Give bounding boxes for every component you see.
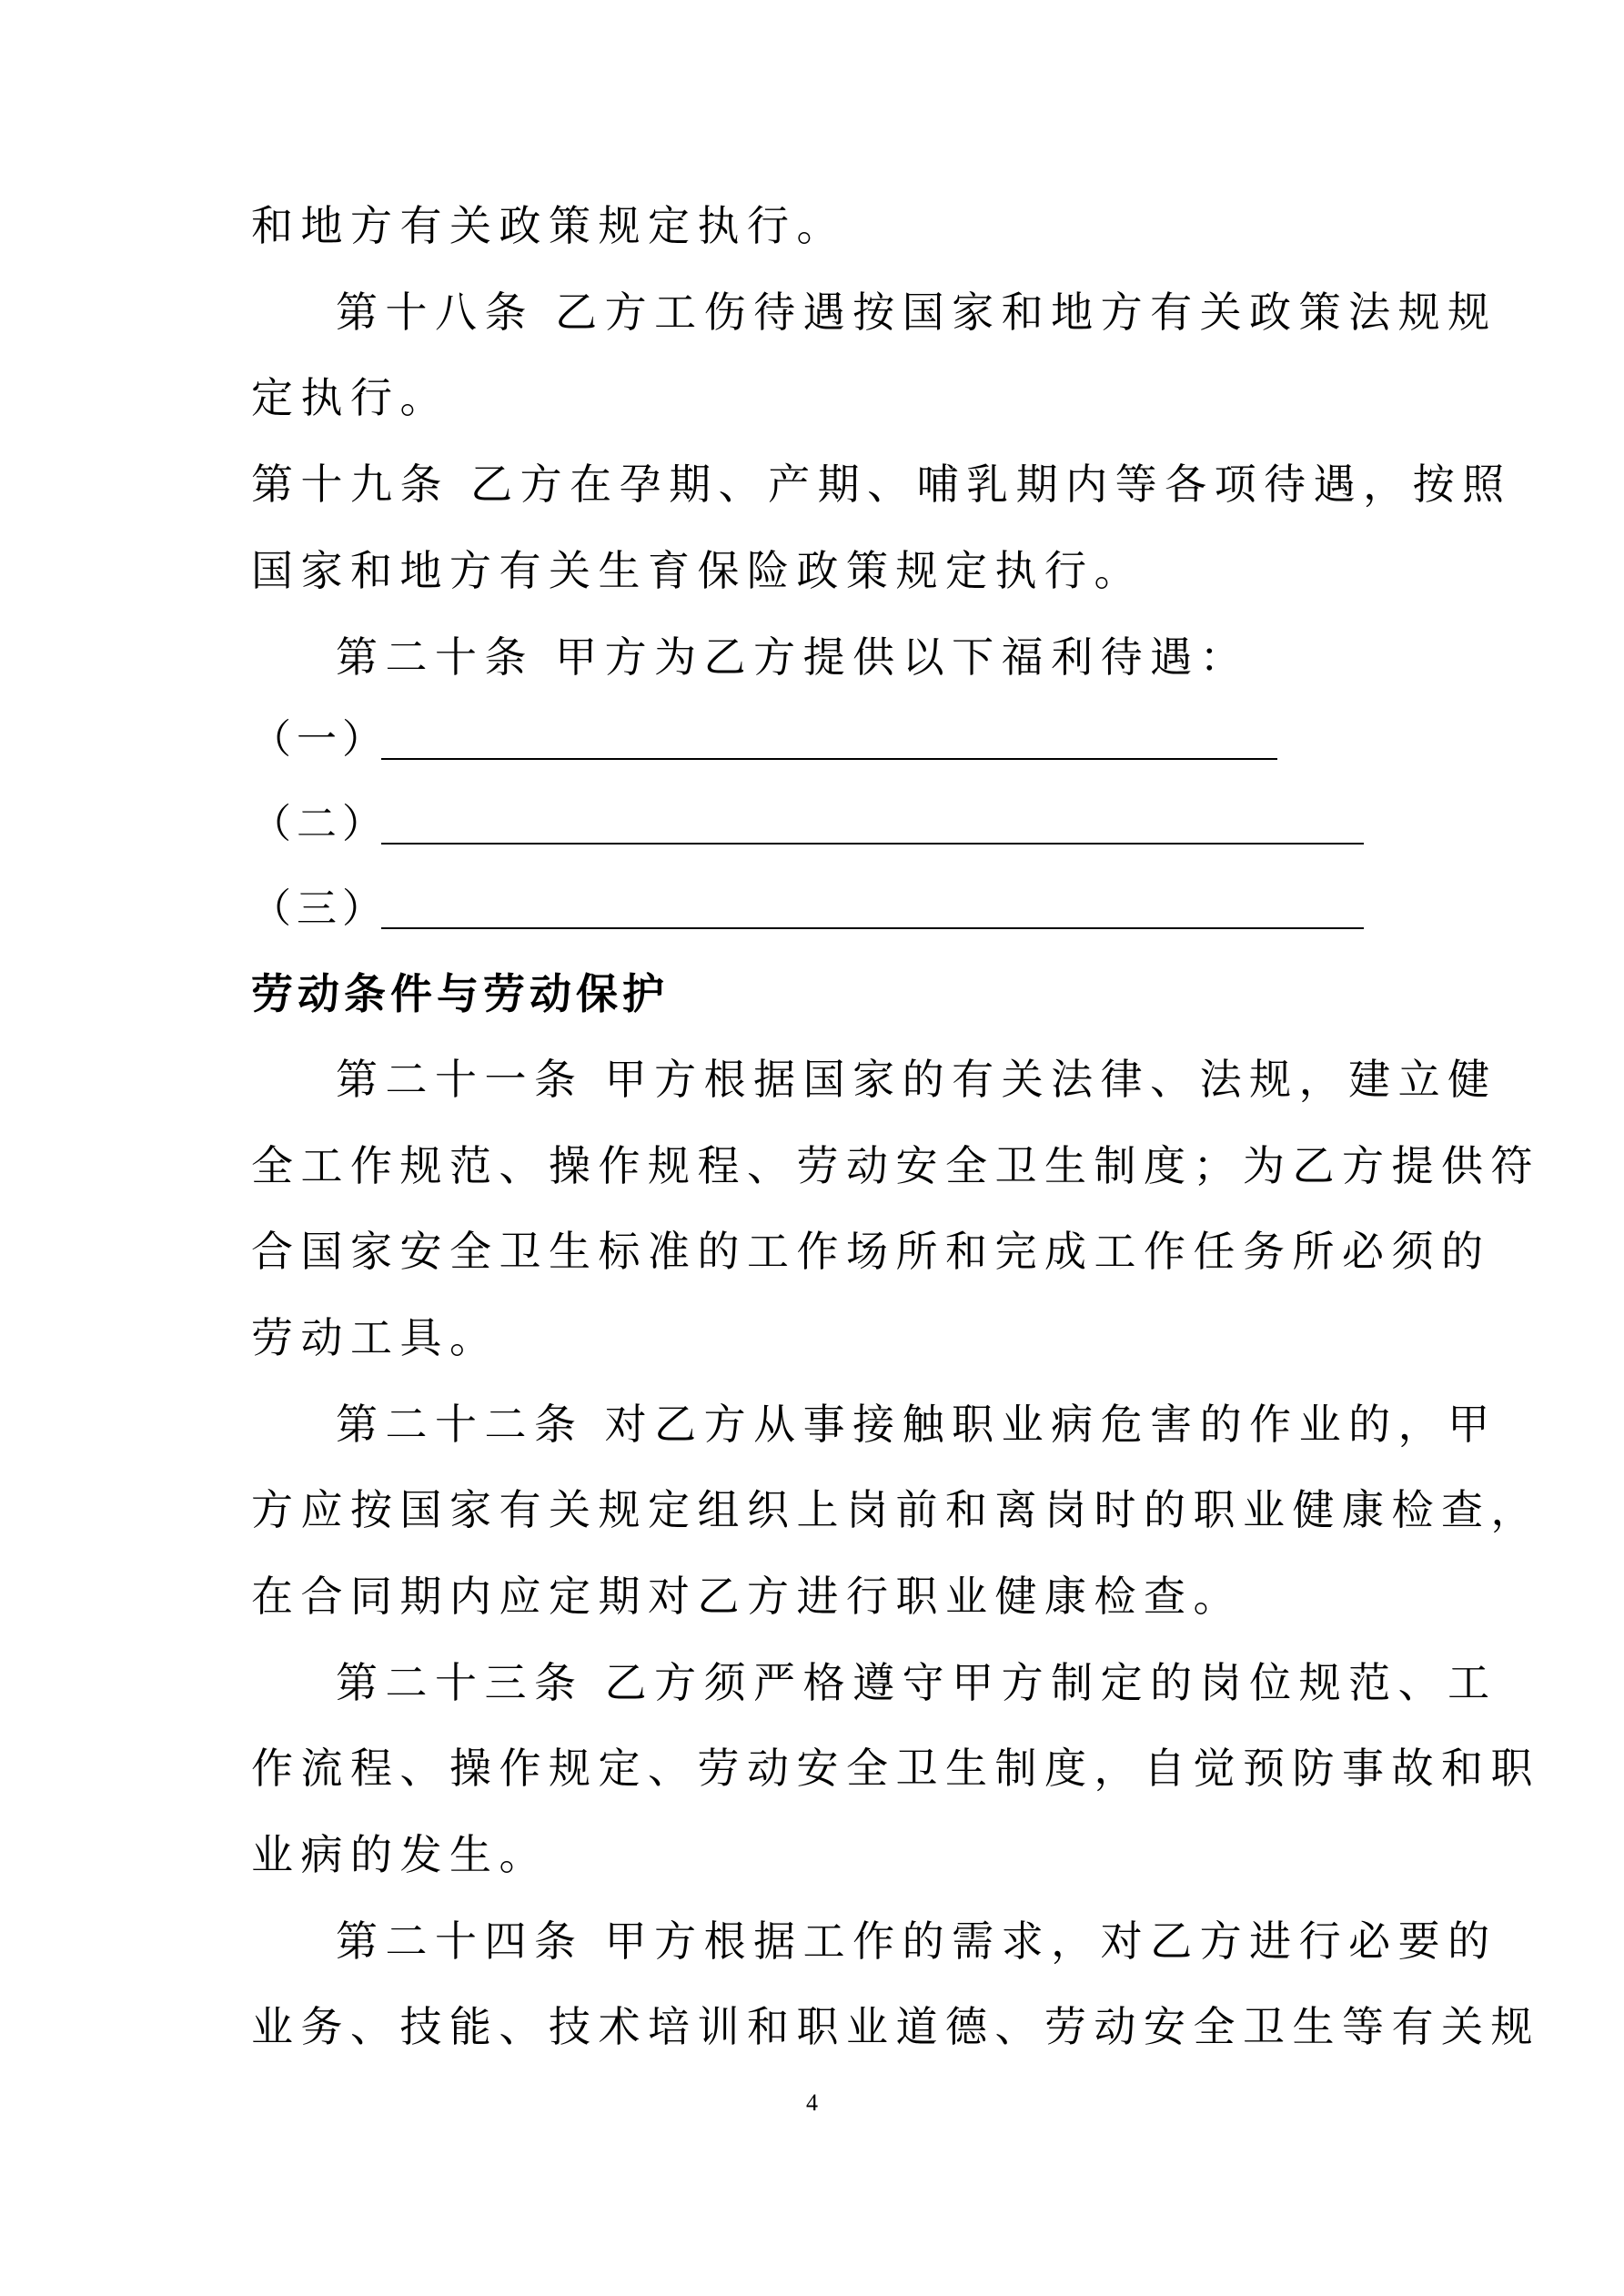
text-line: 劳动工具。 — [251, 1313, 499, 1362]
text-line: 业病的发生。 — [251, 1830, 549, 1879]
blank-label: （二） — [251, 801, 388, 847]
text-line: 作流程、操作规定、劳动安全卫生制度，自觉预防事故和职 — [251, 1744, 1540, 1793]
text-line: 国家和地方有关生育保险政策规定执行。 — [251, 546, 1144, 595]
blank-label: （一） — [251, 716, 388, 763]
text-line: 和地方有关政策规定执行。 — [251, 201, 846, 250]
text-line: 合国家安全卫生标准的工作场所和完成工作任务所必须的 — [251, 1227, 1491, 1276]
text-line: 在合同期内应定期对乙方进行职业健康检查。 — [251, 1572, 1243, 1621]
article-19: 第十九条 乙方在孕期、产期、哺乳期内等各项待遇，按照 — [251, 460, 1512, 509]
section-heading: 劳动条件与劳动保护 — [251, 969, 669, 1018]
blank-item-2 — [251, 797, 1379, 852]
article-20: 第二十条 甲方为乙方提供以下福利待遇： — [336, 632, 1250, 682]
blank-item-1 — [251, 713, 1379, 767]
fill-in-line[interactable] — [381, 927, 1364, 929]
blank-label: （三） — [251, 885, 388, 932]
text-line: 定执行。 — [251, 373, 449, 422]
article-18: 第十八条 乙方工伤待遇按国家和地方有关政策法规规 — [336, 288, 1498, 337]
text-line: 全工作规范、操作规程、劳动安全卫生制度；为乙方提供符 — [251, 1141, 1540, 1190]
blank-item-3 — [251, 882, 1379, 936]
text-line: 业务、技能、技术培训和职业道德、劳动安全卫生等有关规 — [251, 2002, 1540, 2051]
text-line: 方应按国家有关规定组织上岗前和离岗时的职业健康检查， — [251, 1485, 1540, 1534]
fill-in-line[interactable] — [381, 758, 1277, 760]
page-number: 4 — [806, 2089, 818, 2116]
article-24: 第二十四条 甲方根据工作的需求，对乙方进行必要的 — [336, 1917, 1498, 1966]
article-23: 第二十三条 乙方须严格遵守甲方制定的岗位规范、工 — [336, 1658, 1498, 1707]
article-22: 第二十二条 对乙方从事接触职业病危害的作业的，甲 — [336, 1400, 1498, 1449]
fill-in-line[interactable] — [381, 843, 1364, 845]
article-21: 第二十一条 甲方根据国家的有关法律、法规，建立健 — [336, 1055, 1498, 1104]
